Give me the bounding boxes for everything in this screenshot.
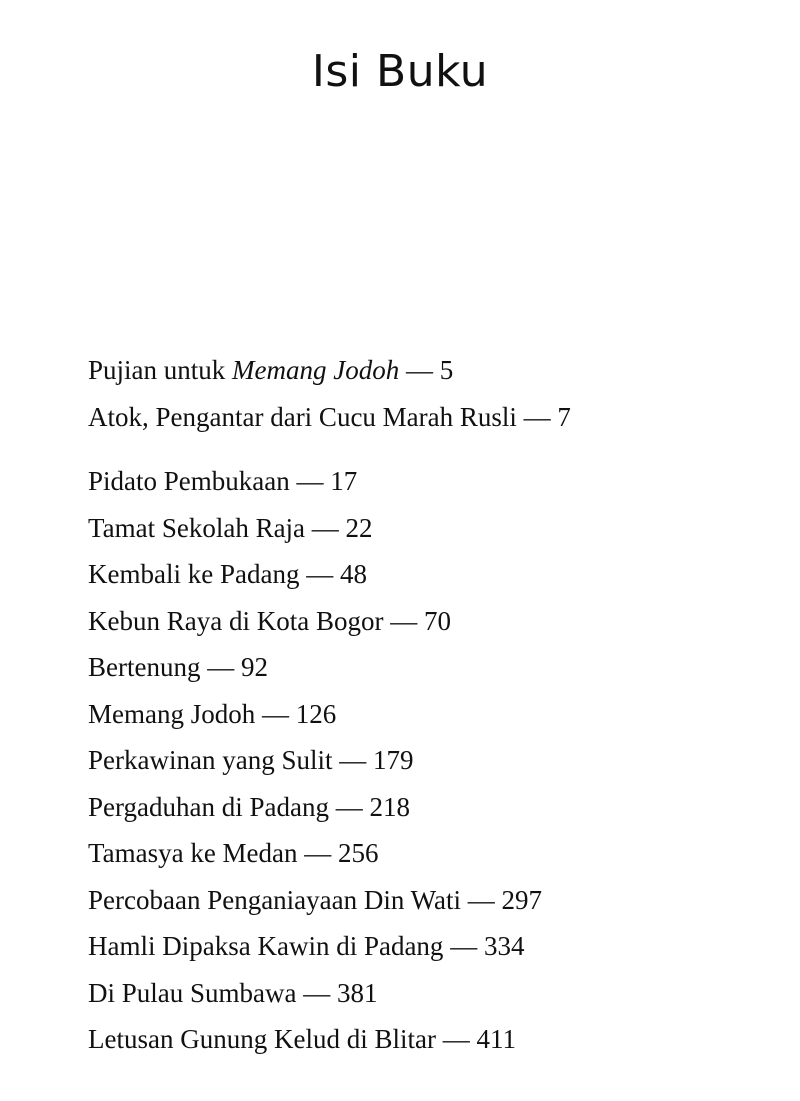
toc-entry bbox=[88, 1016, 728, 1063]
toc-entry-page: 17 bbox=[330, 466, 358, 496]
toc-entry-page: 297 bbox=[501, 884, 542, 915]
toc-entry-title: Tamat Sekolah Raja bbox=[88, 512, 306, 543]
toc-entry-page: 334 bbox=[483, 931, 525, 961]
toc-entry-separator: — bbox=[297, 838, 339, 868]
toc-entry bbox=[88, 394, 728, 441]
toc-entry-separator: — bbox=[435, 1024, 477, 1054]
toc-entry-separator: — bbox=[296, 977, 337, 1008]
toc-entry-page: 218 bbox=[369, 791, 410, 822]
toc-entry-page: 411 bbox=[476, 1024, 516, 1054]
toc-entry-separator: — bbox=[443, 931, 484, 961]
toc-entry-page: 70 bbox=[423, 605, 451, 636]
toc-entry-page: 5 bbox=[439, 355, 454, 385]
toc-entry-separator: — bbox=[460, 884, 502, 915]
toc-entry-separator: — bbox=[299, 559, 340, 589]
toc-entry bbox=[88, 784, 728, 831]
toc-entry-page: 22 bbox=[345, 512, 373, 543]
toc-entry-title: Kembali ke Padang bbox=[88, 559, 300, 589]
toc-entry-page: 92 bbox=[240, 652, 268, 682]
toc-entry bbox=[88, 598, 728, 645]
toc-entry-separator: — bbox=[516, 401, 558, 432]
page-title: Isi Buku bbox=[311, 46, 489, 97]
toc-entry-title: Atok, Pengantar dari Cucu Marah Rusli bbox=[88, 401, 517, 432]
toc-entry bbox=[88, 505, 728, 552]
toc-entry-separator: — bbox=[399, 355, 440, 385]
toc-entry-page: 7 bbox=[557, 401, 571, 432]
table-of-contents bbox=[88, 347, 728, 1063]
toc-entry bbox=[88, 830, 728, 877]
toc-front-matter bbox=[88, 347, 728, 440]
toc-entry-title: Di Pulau Sumbawa bbox=[88, 977, 297, 1008]
toc-entry-page: 179 bbox=[372, 745, 414, 775]
toc-entry-title: Pidato Pembukaan bbox=[88, 466, 290, 496]
toc-chapters bbox=[88, 458, 728, 1063]
toc-entry-separator: — bbox=[332, 745, 373, 775]
toc-entry-title: Perkawinan yang Sulit bbox=[88, 745, 333, 775]
toc-entry-page: 256 bbox=[338, 838, 379, 868]
toc-entry bbox=[88, 347, 728, 394]
toc-entry bbox=[88, 551, 728, 598]
toc-entry-title: Hamli Dipaksa Kawin di Padang bbox=[88, 931, 444, 961]
toc-entry-page: 48 bbox=[339, 559, 367, 589]
toc-entry bbox=[88, 458, 728, 505]
toc-entry bbox=[88, 923, 728, 970]
toc-entry-separator: — bbox=[328, 791, 370, 822]
toc-entry-title: Letusan Gunung Kelud di Blitar bbox=[88, 1024, 436, 1054]
toc-entry bbox=[88, 691, 728, 738]
toc-entry-title: Pergaduhan di Padang bbox=[88, 791, 329, 822]
toc-entry-title: Tamasya ke Medan bbox=[88, 838, 298, 868]
toc-entry-title: Memang Jodoh bbox=[88, 698, 256, 729]
toc-entry-page: 126 bbox=[295, 698, 337, 729]
toc-entry-title: Kebun Raya di Kota Bogor bbox=[88, 605, 384, 636]
toc-entry-title: Pujian untuk bbox=[88, 355, 233, 385]
toc-entry-separator: — bbox=[200, 652, 241, 682]
toc-entry-separator: — bbox=[255, 698, 296, 729]
toc-entry-title: Bertenung bbox=[88, 652, 201, 682]
toc-entry bbox=[88, 644, 728, 691]
toc-entry-book-title: Memang Jodoh bbox=[232, 355, 400, 385]
toc-entry-separator: — bbox=[289, 466, 331, 496]
toc-entry bbox=[88, 877, 728, 924]
toc-entry bbox=[88, 970, 728, 1017]
toc-entry-page: 381 bbox=[337, 977, 378, 1008]
toc-entry-title: Percobaan Penganiayaan Din Wati bbox=[88, 884, 461, 915]
toc-entry-separator: — bbox=[383, 605, 424, 636]
toc-entry bbox=[88, 737, 728, 784]
toc-entry-separator: — bbox=[305, 512, 346, 543]
